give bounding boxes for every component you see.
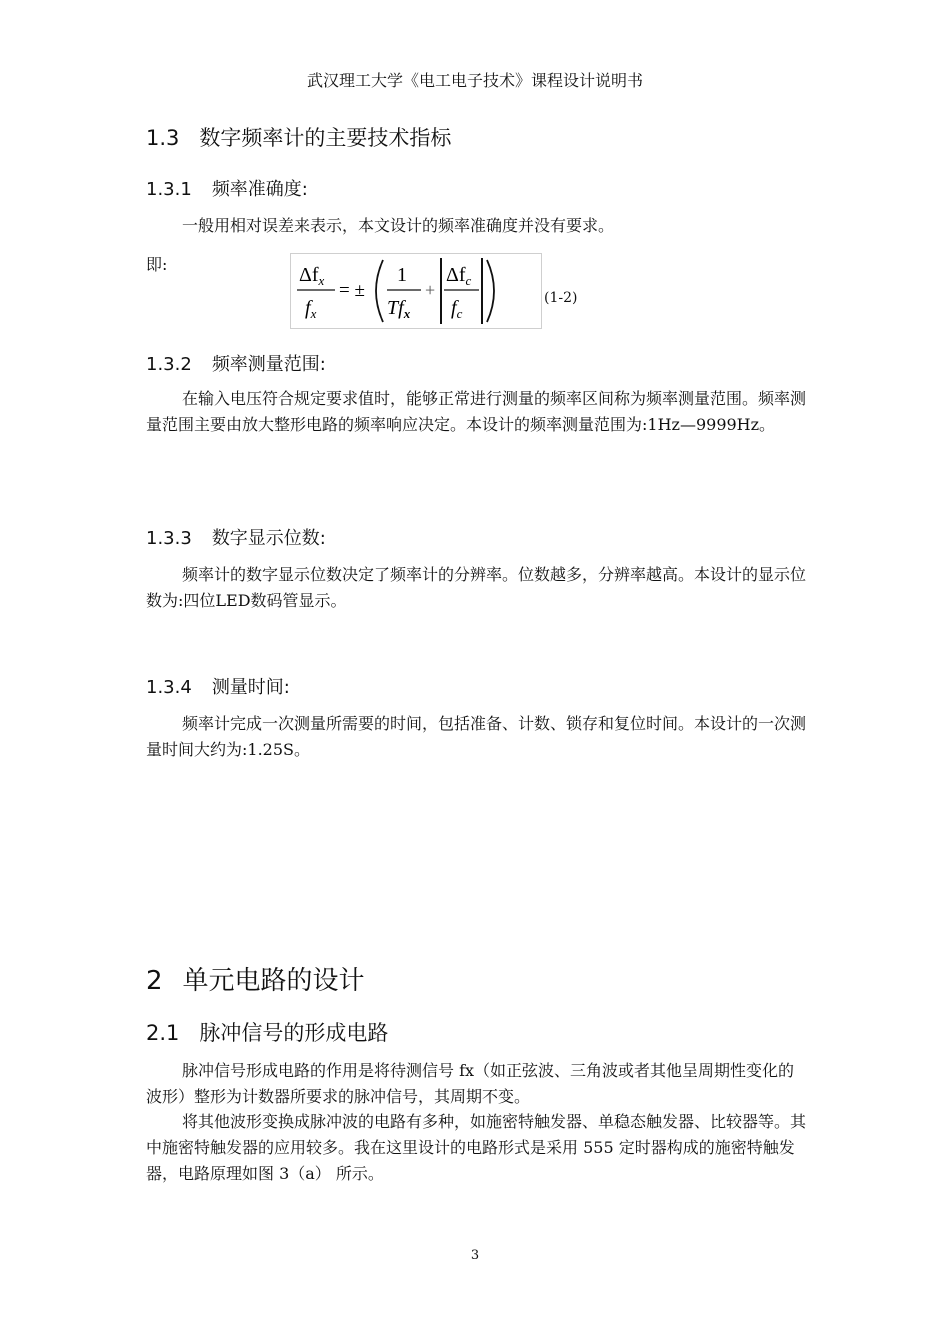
left-paren [376, 260, 383, 322]
rhs-numerator: $\Delta f_c$ [446, 264, 472, 288]
section-number: 1.3.1 [146, 179, 192, 200]
chapter-2-heading [146, 960, 365, 997]
section-title: 频率测量范围: [211, 354, 326, 375]
section-number: 1.3.2 [146, 354, 192, 375]
section-title: 频率准确度: [211, 179, 308, 200]
equals-pm: = ± [339, 280, 365, 301]
section-2-1-heading [146, 1017, 388, 1047]
section-number: 1.3 [146, 126, 180, 150]
section-1-3-4-heading [146, 673, 290, 699]
section-1-3-heading [146, 122, 451, 152]
paragraph: 频率计的数字显示位数决定了频率计的分辨率。位数越多，分辨率越高。本设计的显示位数为:四位LED数码管显示。 [146, 565, 807, 610]
one: 1 [397, 264, 407, 286]
section-1-3-3-heading [146, 524, 326, 550]
lhs-numerator: $\Delta f_x$ [299, 264, 325, 288]
right-paren [487, 260, 494, 322]
section-number: 2.1 [146, 1021, 180, 1045]
section-1-3-2-heading [146, 350, 326, 376]
page-number: 3 [470, 1248, 480, 1263]
section-number: 1.3.4 [146, 677, 192, 698]
section-1-3-1-heading [146, 175, 308, 201]
section-number: 1.3.3 [146, 528, 192, 549]
tf-denominator: $Tf_x$ [387, 297, 411, 321]
paragraph: 将其他波形变换成脉冲波的电路有多种，如施密特触发器、单稳态触发器、比较器等。其中施密特触发器的应用较多。我在这里设计的电路形式是采用 555 定时器构成的施密特触发器，电路原理如图 3（a） 所示。 [146, 1112, 807, 1183]
paragraph: 脉冲信号形成电路的作用是将待测信号 fx（如正弦波、三角波或者其他呈周期性变化的波形）整形为计数器所要求的脉冲信号，其周期不变。 [146, 1061, 795, 1106]
plus: + [425, 280, 436, 300]
section-title: 测量时间: [211, 677, 290, 698]
chapter-title: 单元电路的设计 [182, 966, 365, 996]
lhs-denominator: $f_x$ [305, 297, 317, 321]
rhs-denominator: $f_c$ [451, 297, 463, 321]
paragraph: 一般用相对误差来表示，本文设计的频率准确度并没有要求。 [182, 216, 615, 235]
section-title: 数字显示位数: [211, 528, 326, 549]
running-header: 武汉理工大学《电工电子技术》课程设计说明书 [306, 71, 643, 90]
section-title: 数字频率计的主要技术指标 [199, 126, 452, 150]
chapter-number: 2 [146, 966, 163, 996]
equation-number: (1-2) [544, 290, 578, 306]
section-title: 脉冲信号的形成电路 [199, 1021, 389, 1045]
paragraph: 在输入电压符合规定要求值时，能够正常进行测量的频率区间称为频率测量范围。频率测量范围主要由放大整形电路的频率响应决定。本设计的频率测量范围为:1Hz—9999Hz。 [146, 389, 807, 434]
formula-lead: 即: [146, 255, 168, 274]
paragraph: 频率计完成一次测量所需要的时间，包括准备、计数、锁存和复位时间。本设计的一次测量时间大约为:1.25S。 [146, 714, 807, 759]
formula-image [290, 253, 542, 329]
